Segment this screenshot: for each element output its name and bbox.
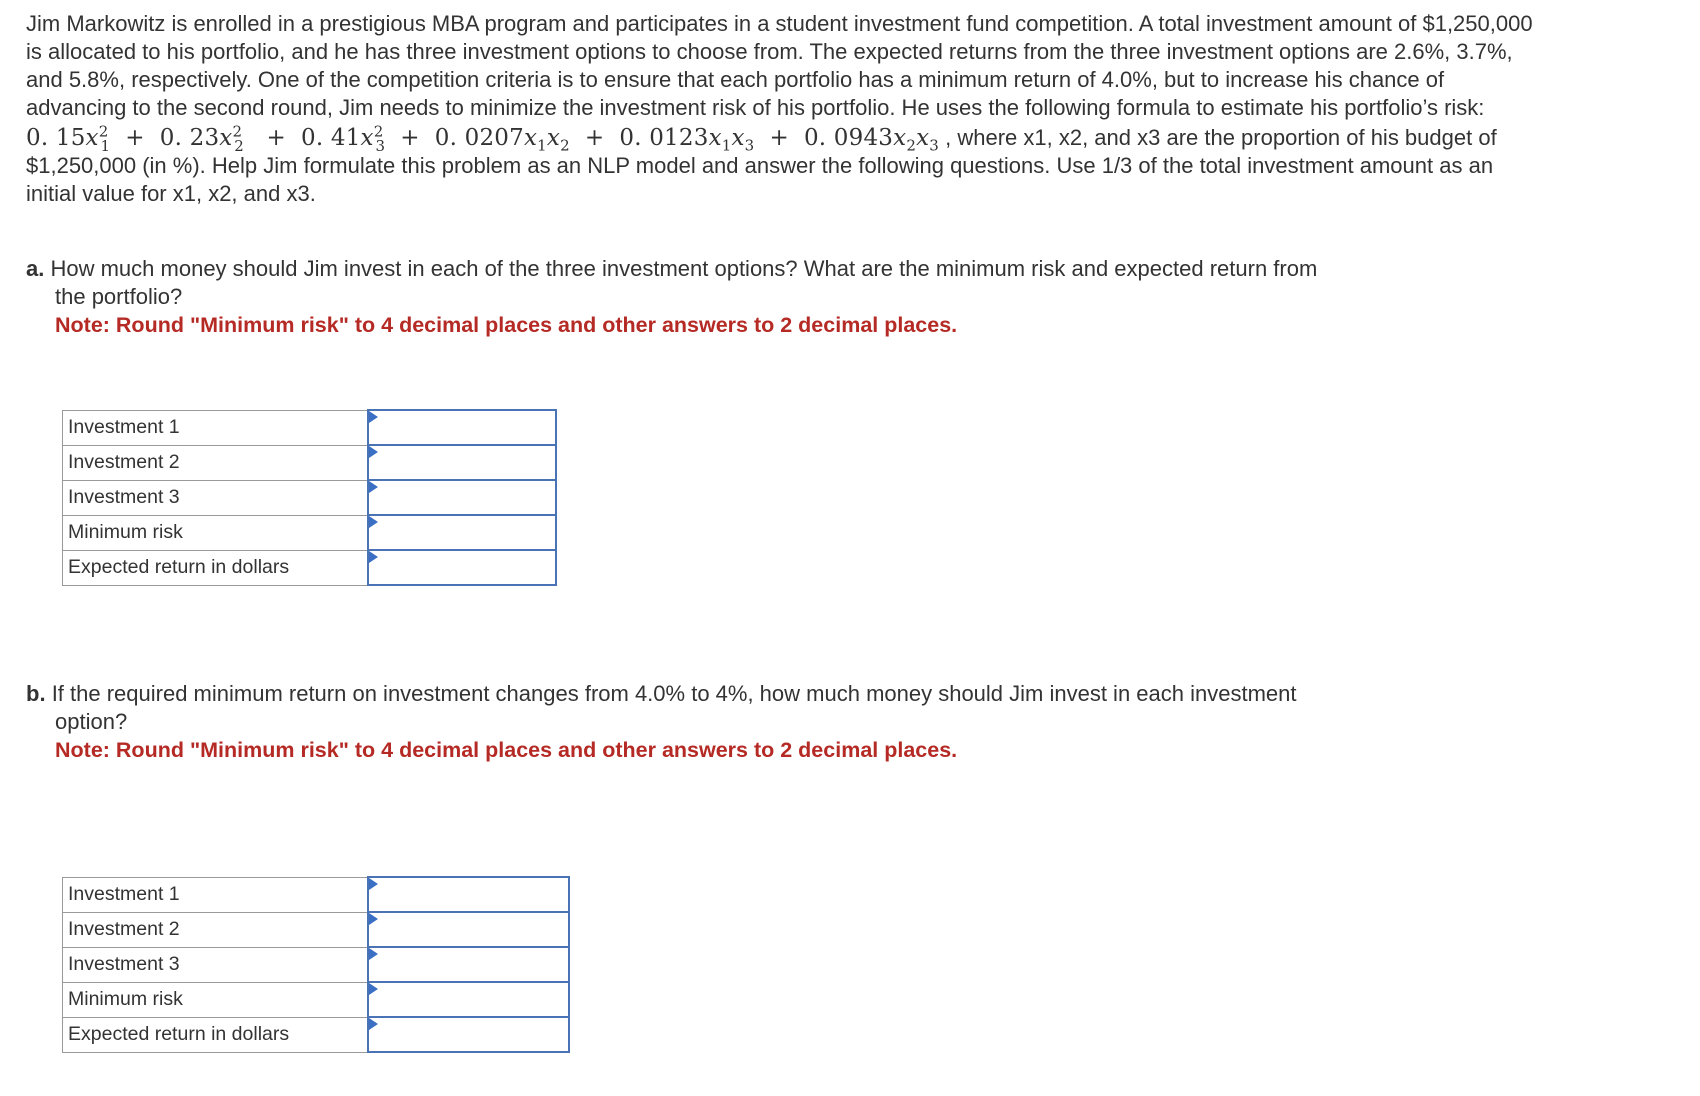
table-row	[63, 912, 570, 947]
table-row	[63, 1017, 570, 1052]
answer-flag-icon	[369, 551, 378, 563]
part-b-label: b.	[26, 681, 46, 706]
answer-cell	[368, 1017, 569, 1052]
answer-flag-icon	[369, 411, 378, 423]
table-row	[63, 410, 557, 445]
part-a-investment-2-input[interactable]	[369, 446, 555, 479]
answer-flag-icon	[369, 913, 378, 925]
answer-flag-icon	[369, 481, 378, 493]
answer-flag-icon	[369, 948, 378, 960]
answer-flag-icon	[369, 983, 378, 995]
part-a-label: a.	[26, 256, 45, 281]
row-label-investment-3: Investment 3	[63, 480, 369, 515]
row-label-investment-1: Investment 1	[63, 877, 369, 912]
row-label-investment-1: Investment 1	[63, 410, 369, 445]
row-label-investment-2: Investment 2	[63, 445, 369, 480]
answer-flag-icon	[369, 446, 378, 458]
row-label-expected-return: Expected return in dollars	[63, 550, 369, 585]
table-row	[63, 445, 557, 480]
part-a-expected-return-input[interactable]	[369, 551, 555, 584]
table-row	[63, 515, 557, 550]
row-label-expected-return: Expected return in dollars	[63, 1017, 369, 1052]
part-a-investment-1-input[interactable]	[369, 411, 555, 444]
part-b-text-2: option?	[55, 709, 128, 734]
problem-statement	[26, 10, 1546, 208]
row-label-investment-2: Investment 2	[63, 912, 369, 947]
table-row	[63, 982, 570, 1017]
answer-cell	[368, 410, 556, 445]
answer-cell	[368, 515, 556, 550]
answer-cell	[368, 480, 556, 515]
part-a-answer-table	[62, 409, 557, 586]
answer-flag-icon	[369, 516, 378, 528]
table-row	[63, 550, 557, 585]
answer-cell	[368, 550, 556, 585]
row-label-investment-3: Investment 3	[63, 947, 369, 982]
part-a-investment-3-input[interactable]	[369, 481, 555, 514]
row-label-minimum-risk: Minimum risk	[63, 515, 369, 550]
part-b-investment-2-input[interactable]	[369, 913, 568, 946]
part-b-question	[26, 680, 1626, 764]
answer-flag-icon	[369, 878, 378, 890]
answer-cell	[368, 947, 569, 982]
part-b-minimum-risk-input[interactable]	[369, 983, 568, 1016]
row-label-minimum-risk: Minimum risk	[63, 982, 369, 1017]
intro-paragraph: Jim Markowitz is enrolled in a prestigious MBA program and participates in a student investment fund competition. A total investment amount of $1,250,000 is allocated to his portfolio, and he has three investment options to choose from. The expected returns from the three investment options are 2.6%, 3.7%, and 5.8%, respectively. One of the competition criteria is to ensure that each portfolio has a minimum return of 4.0%, but to increase his chance of advancing to the second round, Jim needs to minimize the investment risk of his portfolio. He uses the following formula to estimate his portfolio’s risk:	[26, 11, 1533, 120]
table-row	[63, 480, 557, 515]
answer-cell	[368, 912, 569, 947]
part-b-investment-3-input[interactable]	[369, 948, 568, 981]
part-a-minimum-risk-input[interactable]	[369, 516, 555, 549]
part-a-question	[26, 255, 1626, 339]
table-row	[63, 877, 570, 912]
part-b-expected-return-input[interactable]	[369, 1018, 568, 1051]
part-b-note: Note: Round "Minimum risk" to 4 decimal places and other answers to 2 decimal places.	[55, 738, 958, 762]
answer-cell	[368, 982, 569, 1017]
part-b-text-1: If the required minimum return on investment changes from 4.0% to 4%, how much money should Jim invest in each investment	[51, 681, 1297, 706]
answer-cell	[368, 445, 556, 480]
answer-cell	[368, 877, 569, 912]
table-row	[63, 947, 570, 982]
formula-line	[26, 124, 1546, 208]
part-b-answer-table	[62, 876, 570, 1053]
part-a-text-1: How much money should Jim invest in each of the three investment options? What are the minimum risk and expected return from	[50, 256, 1318, 281]
risk-formula: 0. $15x^2_1 + 0$. $23x^2_2$ + 0. $41x^2_3 + 0$. $0207x_1x_2 + 0$. $0123x_1x_3 + 0$. $0943x_2x_3$	[26, 122, 939, 155]
part-b-investment-1-input[interactable]	[369, 878, 568, 911]
part-a-note: Note: Round "Minimum risk" to 4 decimal places and other answers to 2 decimal places.	[55, 313, 958, 337]
answer-flag-icon	[369, 1018, 378, 1030]
formula-followup: , where x1, x2, and x3 are the proportion of his budget of $1,250,000 (in %). Help Jim formulate this problem as an NLP model and answer the following questions. Use 1/3 of the total investment amount as an initial value for x1, x2, and x3.	[26, 125, 1497, 206]
part-a-text-2: the portfolio?	[55, 284, 183, 309]
